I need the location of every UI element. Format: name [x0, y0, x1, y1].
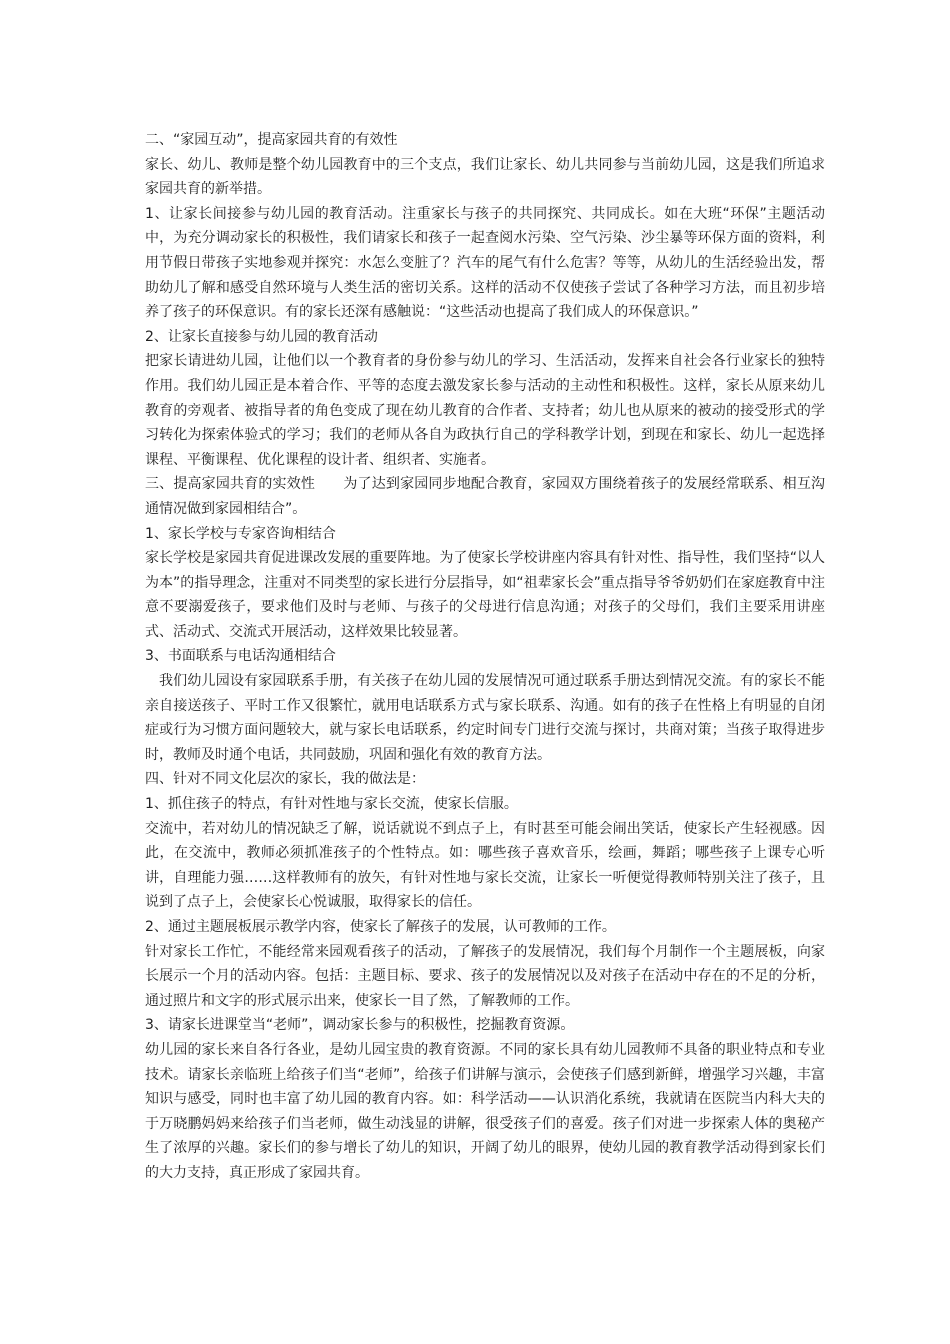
- subheading: 3、书面联系与电话沟通相结合: [145, 648, 336, 665]
- paragraph: 幼儿园的家长来自各行各业，是幼儿园宝贵的教育资源。不同的家长具有幼儿园教师不具备的职业特点和专业技术。请家长亲临班上给孩子们当“老师”，给孩子们讲解与演示，会使孩子们感到新鲜，增强学习兴趣，丰富知识与感受，同时也丰富了幼儿园的教育内容。如：科学活动——认识消化系统，我就请在医院当内科大夫的于万晓鹏妈妈来给孩子们当老师，做生动浅显的讲解，很受孩子们的喜爱。孩子们对进一步探索人体的奥秘产生了浓厚的兴趣。家长们的参与增长了幼儿的知识，开阔了幼儿的眼界，使幼儿园的教育教学活动得到家长们的大力支持，真正形成了家园共育。: [145, 1041, 825, 1181]
- paragraph: 把家长请进幼儿园，让他们以一个教育者的身份参与幼儿的学习、生活活动，发挥来自社会各行业家长的独特作用。我们幼儿园正是本着合作、平等的态度去激发家长参与活动的主动性和积极性。这样，家长从原来幼儿教育的旁观者、被指导者的角色变成了现在幼儿教育的合作者、支持者；幼儿也从原来的被动的接受形式的学习转化为探索体验式的学习；我们的老师从各自为政执行自己的学科教学计划，到现在和家长、幼儿一起选择课程、平衡课程、优化课程的设计者、组织者、实施者。: [145, 353, 825, 468]
- subheading: 2、通过主题展板展示教学内容，使家长了解孩子的发展，认可教师的工作。: [145, 919, 616, 935]
- subheading: 1、抓住孩子的特点，有针对性地与家长交流，使家长信服。: [145, 796, 518, 813]
- subheading: 1、家长学校与专家咨询相结合: [145, 525, 336, 542]
- subheading: 2、让家长直接参与幼儿园的教育活动: [145, 328, 378, 345]
- paragraph: 交流中，若对幼儿的情况缺乏了解，说话就说不到点子上，有时甚至可能会闹出笑话，使家长产生轻视感。因此，在交流中，教师必须抓准孩子的个性特点。如：哪些孩子喜欢音乐，绘画，舞蹈；哪些孩子上课专心听讲，自理能力强……这样教师有的放矢，有针对性地与家长交流，让家长一听便觉得教师特别关注了孩子，且说到了点子上，会使家长心悦诚服，取得家长的信任。: [145, 820, 825, 911]
- subheading: 3、请家长进课堂当“老师”，调动家长参与的积极性，挖掘教育资源。: [145, 1017, 575, 1034]
- document-body: [145, 128, 825, 1186]
- section-heading-2: 二、“家园互动”，提高家园共育的有效性: [145, 132, 398, 148]
- paragraph: 家长、幼儿、教师是整个幼儿园教育中的三个支点，我们让家长、幼儿共同参与当前幼儿园，这是我们所追求家园共育的新举措。: [145, 156, 825, 198]
- paragraph: 我们幼儿园设有家园联系手册，有关孩子在幼儿园的发展情况可通过联系手册达到情况交流。有的家长不能亲自接送孩子、平时工作又很繁忙，就用电话联系方式与家长联系、沟通。如有的孩子在性格上有明显的自闭症或行为习惯方面问题较大，就与家长电话联系，约定时间专门进行交流与探讨，共商对策；当孩子取得进步时，教师及时通个电话，共同鼓励，巩固和强化有效的教育方法。: [145, 673, 825, 763]
- section-heading-4: 四、针对不同文化层次的家长，我的做法是：: [145, 771, 425, 788]
- paragraph: 家长学校是家园共育促进课改发展的重要阵地。为了使家长学校讲座内容具有针对性、指导性，我们坚持“以人为本”的指导理念，注重对不同类型的家长进行分层指导，如“祖辈家长会”重点指导爷爷奶奶们在家庭教育中注意不要溺爱孩子，要求他们及时与老师、与孩子的父母进行信息沟通；对孩子的父母们，我们主要采用讲座式、活动式、交流式开展活动，这样效果比较显著。: [145, 550, 825, 640]
- paragraph: 1、让家长间接参与幼儿园的教育活动。注重家长与孩子的共同探究、共同成长。如在大班“环保”主题活动中，为充分调动家长的积极性，我们请家长和孩子一起查阅水污染、空气污染、沙尘暴等环保方面的资料，利用节假日带孩子实地参观并探究：水怎么变脏了？汽车的尾气有什么危害？等等，从幼儿的生活经验出发，帮助幼儿了解和感受自然环境与人类生活的密切关系。这样的活动不仅使孩子尝试了各种学习方法，而且初步培养了孩子的环保意识。有的家长还深有感触说：“这些活动也提高了我们成人的环保意识。”: [145, 205, 825, 321]
- paragraph: 针对家长工作忙，不能经常来园观看孩子的活动，了解孩子的发展情况，我们每个月制作一个主题展板，向家长展示一个月的活动内容。包括：主题目标、要求、孩子的发展情况以及对孩子在活动中存在的不足的分析，通过照片和文字的形式展示出来，使家长一目了然，了解教师的工作。: [145, 943, 825, 1009]
- section-heading-3: 三、提高家园共育的实效性 为了达到家园同步地配合教育，家园双方围绕着孩子的发展经常联系、相互沟通情况做到家园相结合”。: [145, 476, 825, 517]
